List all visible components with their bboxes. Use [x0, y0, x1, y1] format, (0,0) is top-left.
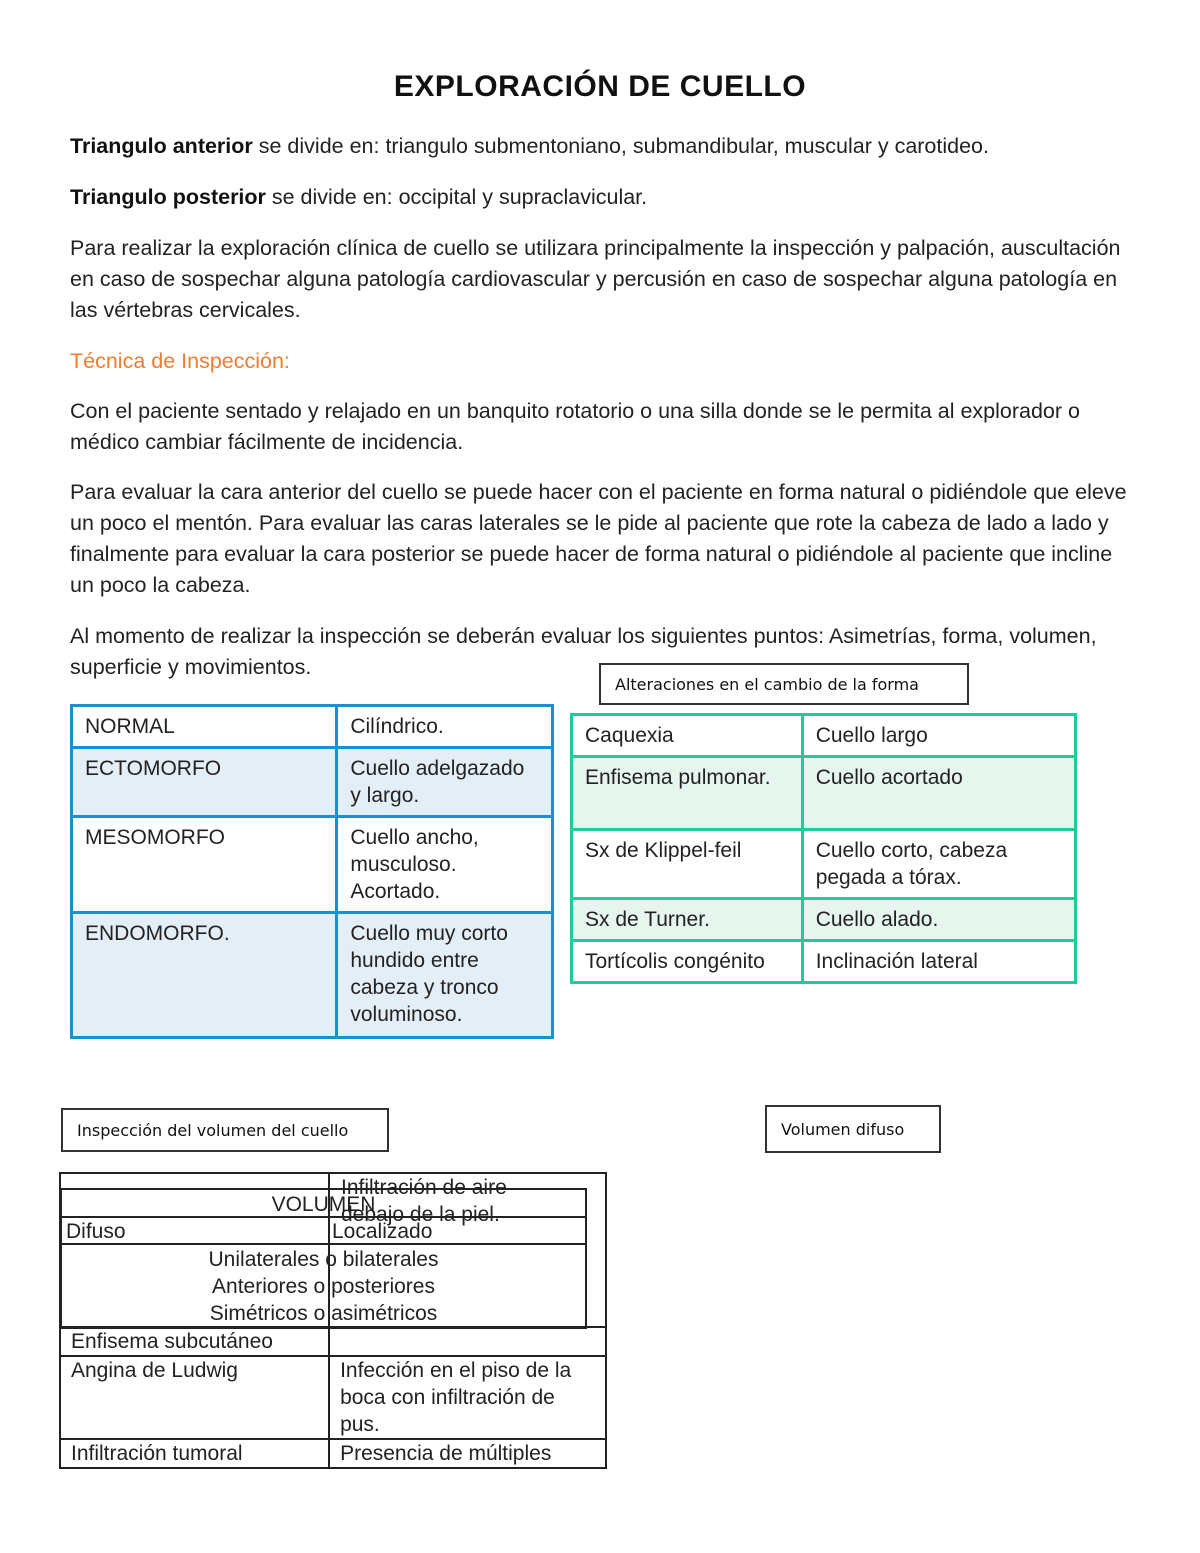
paragraph-exploracion: Para realizar la exploración clínica de cuello se utilizara principalmente la inspección y palpación, auscultación en caso de sospechar alguna patología cardiovascular y percusión en caso de sospechar alguna patología en las vértebras cervicales. — [70, 236, 1121, 322]
causa-cell: Angina de Ludwig — [60, 1356, 329, 1439]
table-row — [572, 715, 1076, 757]
desc-cell: Presencia de múltiples — [329, 1439, 606, 1468]
desc-cell — [329, 1327, 606, 1356]
table-row — [60, 1356, 606, 1439]
text-triangulo-posterior: se divide en: occipital y supraclavicular. — [265, 185, 648, 209]
caracteristica-item: Anteriores o posteriores — [212, 1275, 435, 1298]
biotipo-cell: ENDOMORFO. — [72, 913, 337, 1038]
cuello-cell: Cuello muy corto hundido entre cabeza y tronco voluminoso. — [337, 913, 553, 1038]
table-row — [572, 941, 1076, 983]
cuello-cell: Cuello ancho, musculoso. Acortado. — [337, 817, 553, 913]
infiltracion-aire-text: Infiltración de aire debajo de la piel. — [341, 1176, 507, 1226]
paragraph-caras: Para evaluar la cara anterior del cuello se puede hacer con el paciente en forma natural o pidiéndole que eleve un poco el mentón. Para evaluar las caras laterales se le pide al paciente que rote la cabeza de lado a lado y finalmente para evaluar la cara posterior se puede hacer de forma natural o pidiéndole al paciente que incline un poco la cabeza. — [70, 480, 1127, 597]
causa-cell: Enfisema subcutáneo — [60, 1327, 329, 1356]
desc-cell: Infección en el piso de la boca con infiltración de pus. — [329, 1356, 606, 1439]
table-row — [72, 748, 553, 817]
label-inspeccion-volumen: Inspección del volumen del cuello — [61, 1108, 389, 1152]
causa-cell: Infiltración tumoral — [60, 1439, 329, 1468]
divider — [328, 1218, 330, 1244]
caracteristica-item: Unilaterales o bilaterales — [208, 1248, 439, 1271]
caracteristica-item: Simétricos o asimétricos — [209, 1302, 438, 1325]
causa-cell: Sx de Turner. — [572, 899, 803, 941]
label-alteraciones-forma: Alteraciones en el cambio de la forma — [599, 663, 969, 705]
difuso-label: Difuso — [66, 1220, 126, 1243]
biotipo-cell: MESOMORFO — [72, 817, 337, 913]
text-triangulo-anterior: se divide en: triangulo submentoniano, submandibular, muscular y carotideo. — [252, 134, 989, 158]
causa-cell: Caquexia — [572, 715, 803, 757]
localizado-label: Localizado — [332, 1220, 433, 1243]
paragraph-puntos-evaluar: Al momento de realizar la inspección se deberán evaluar los siguientes puntos: Asimetrías, forma, volumen, superficie y movimientos. — [70, 624, 1097, 679]
alteraciones-table — [570, 713, 1077, 984]
divider — [328, 1172, 330, 1188]
label-volumen-difuso: Volumen difuso — [765, 1105, 941, 1153]
table-row — [72, 706, 553, 748]
forma-cell: Cuello corto, cabeza pegada a tórax. — [802, 830, 1075, 899]
page-title: EXPLORACIÓN DE CUELLO — [393, 70, 807, 103]
paragraph-triangulo-posterior — [70, 182, 1130, 213]
forma-cell: Inclinación lateral — [802, 941, 1075, 983]
term-triangulo-posterior: Triangulo posterior — [70, 185, 266, 209]
biotipo-cell: NORMAL — [72, 706, 337, 748]
biotipo-cell: ECTOMORFO — [72, 748, 337, 817]
cuello-cell: Cilíndrico. — [337, 706, 553, 748]
table-row — [72, 817, 553, 913]
table-row — [572, 757, 1076, 830]
causa-cell: Enfisema pulmonar. — [572, 757, 803, 830]
divider — [60, 1243, 587, 1245]
table-row — [572, 899, 1076, 941]
cuello-cell: Cuello adelgazado y largo. — [337, 748, 553, 817]
causa-cell: Sx de Klippel-feil — [572, 830, 803, 899]
table-row — [60, 1327, 606, 1356]
forma-cell: Cuello alado. — [802, 899, 1075, 941]
paragraph-paciente-sentado: Con el paciente sentado y relajado en un banquito rotatorio o una silla donde se le permita al explorador o médico cambiar fácilmente de incidencia. — [70, 399, 1080, 454]
forma-cell: Cuello acortado — [802, 757, 1075, 830]
table-row — [72, 913, 553, 1038]
causa-cell: Tortícolis congénito — [572, 941, 803, 983]
term-triangulo-anterior: Triangulo anterior — [70, 134, 253, 158]
table-row — [572, 830, 1076, 899]
forma-cell: Cuello largo — [802, 715, 1075, 757]
volumen-header: VOLUMEN — [271, 1193, 376, 1216]
paragraph-triangulo-anterior — [70, 131, 1130, 162]
table-row — [60, 1439, 606, 1468]
heading-tecnica-inspeccion: Técnica de Inspección: — [70, 349, 290, 373]
biotipos-table — [70, 704, 554, 1039]
